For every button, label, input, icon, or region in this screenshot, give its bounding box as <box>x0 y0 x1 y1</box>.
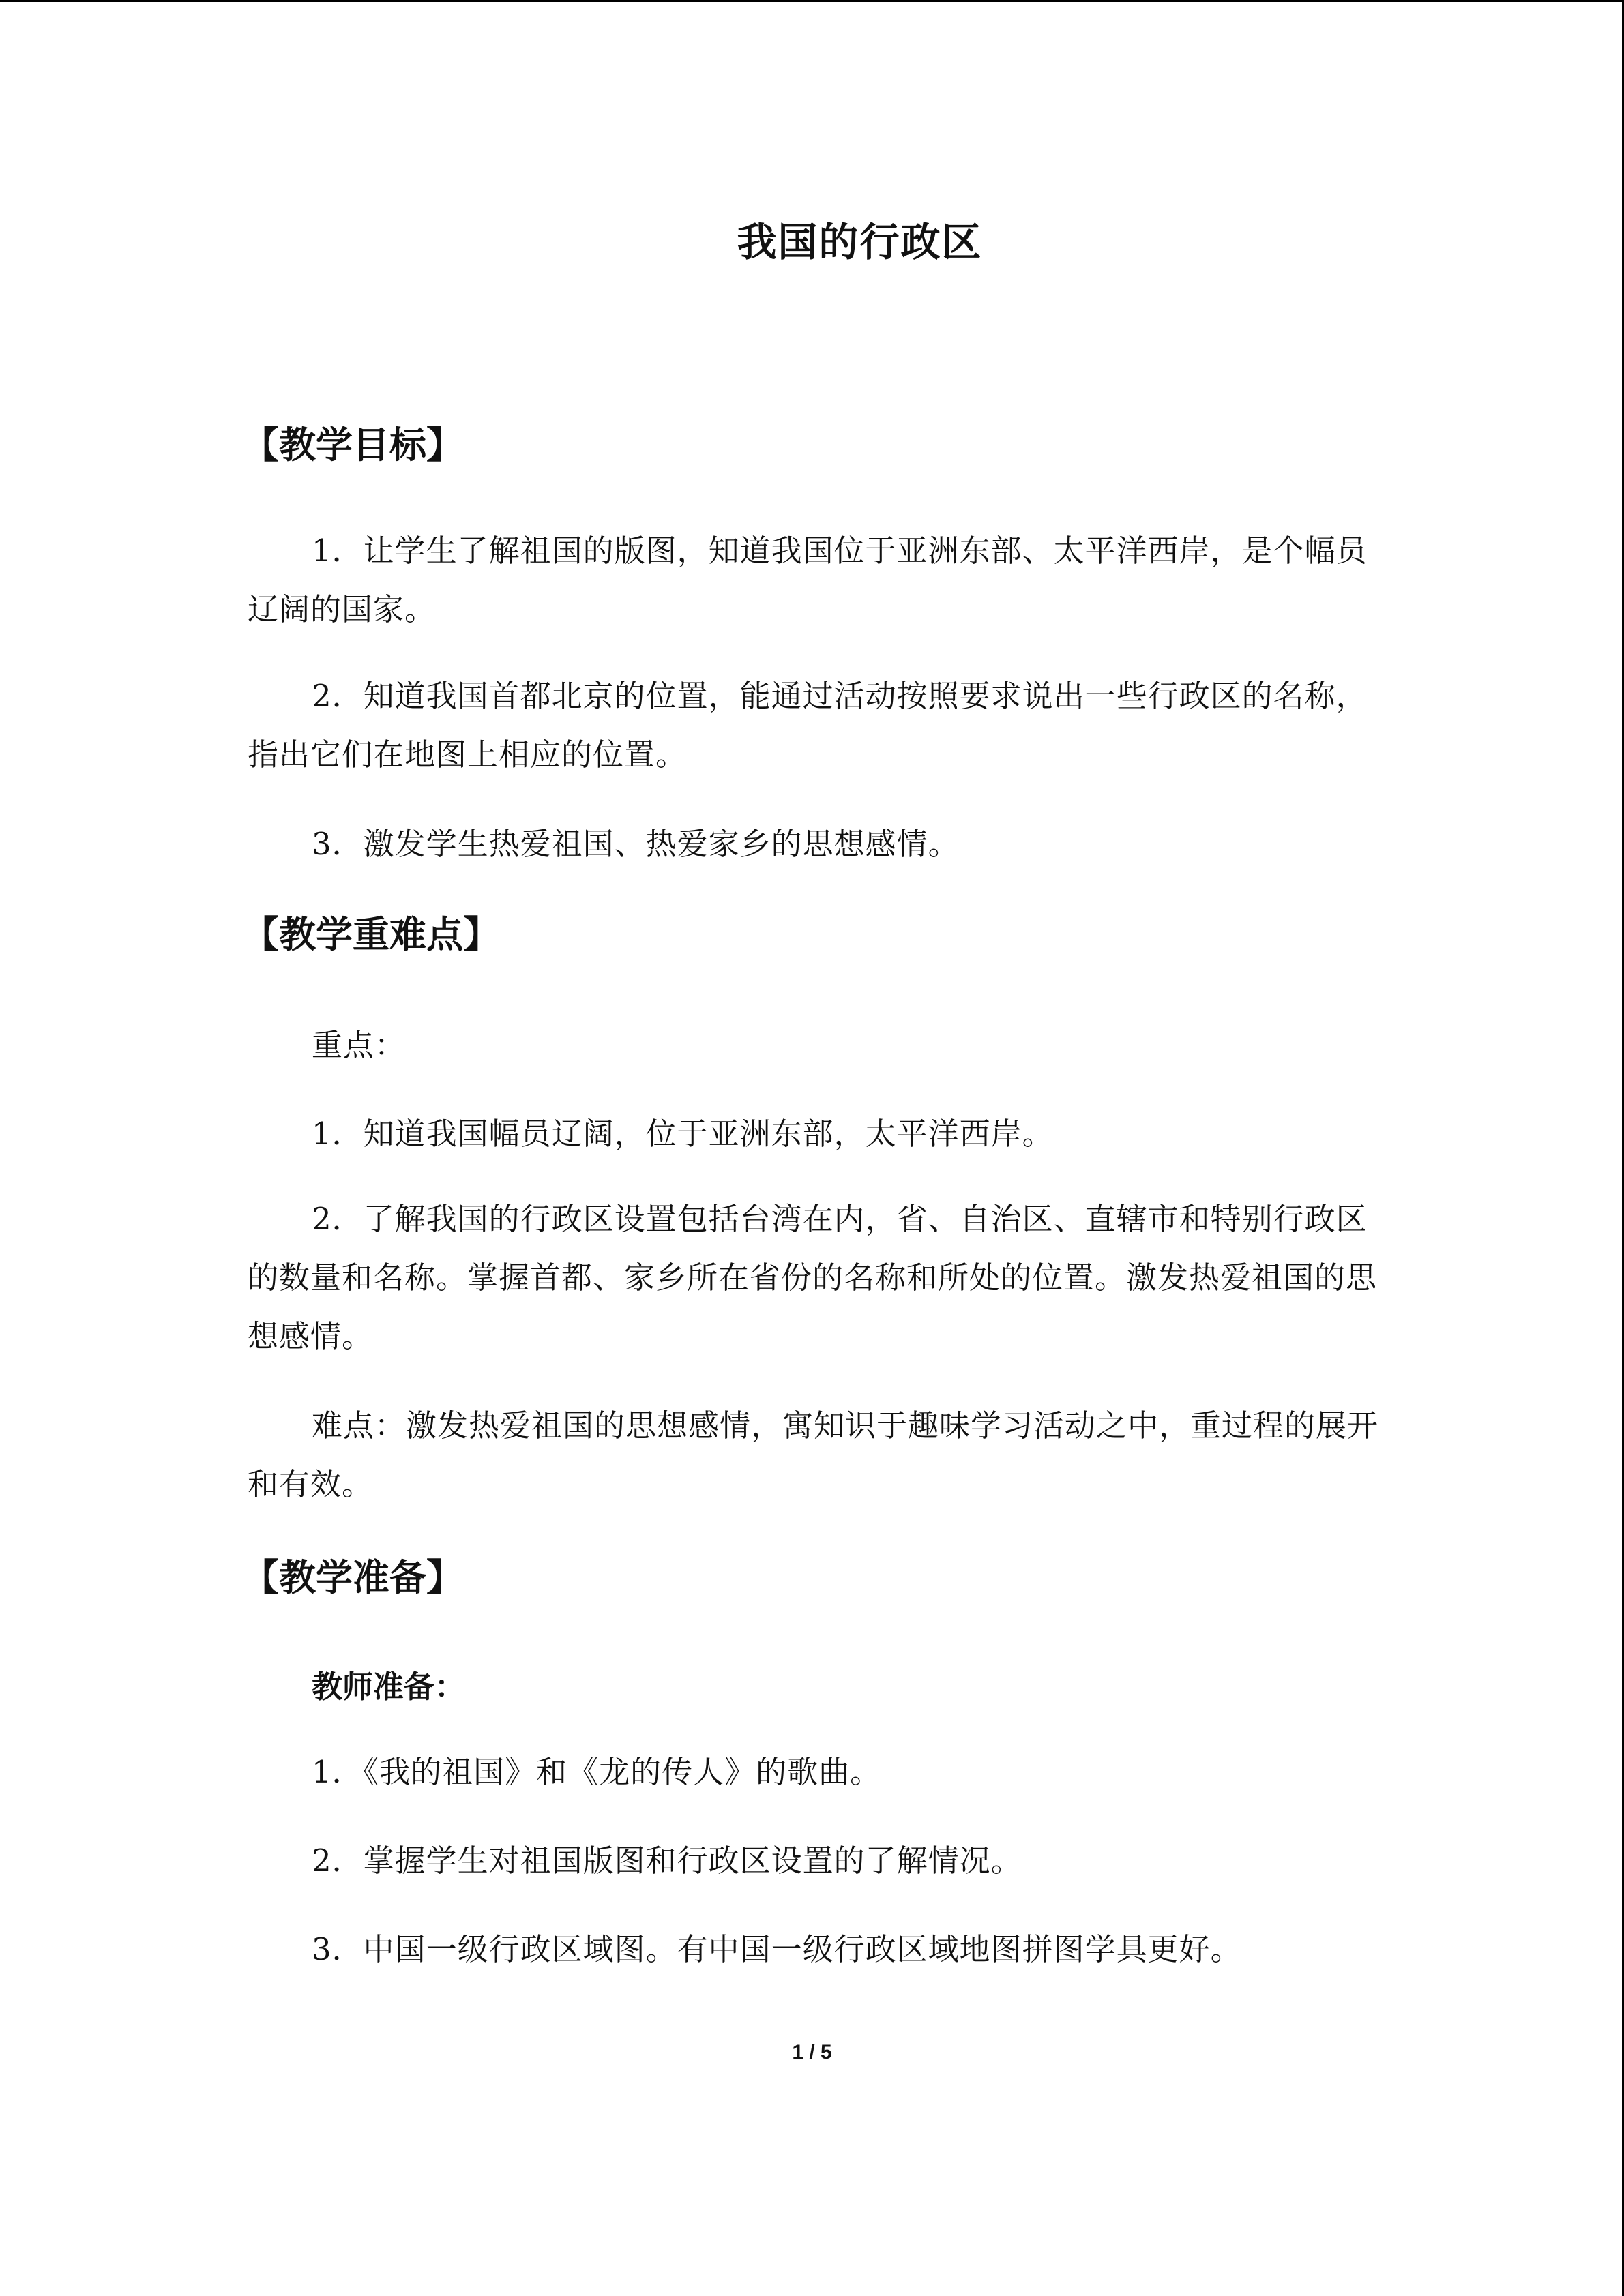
key-point-item-2: 2．了解我国的行政区设置包括台湾在内，省、自治区、直辖市和特别行政区的数量和名称。掌握首都、家乡所在省份的名称和所处的位置。激发热爱祖国的思想感情。 <box>248 1201 1378 1354</box>
goal-item-2: 2．知道我国首都北京的位置，能通过活动按照要求说出一些行政区的名称，指出它们在地图上相应的位置。 <box>248 678 1368 773</box>
prep-item-1: 1．《我的祖国》和《龙的传人》的歌曲。 <box>312 1754 882 1790</box>
prep-item-3: 3．中国一级行政区域图。有中国一级行政区域地图拼图学具更好。 <box>312 1931 1242 1967</box>
goal-item-3: 3．激发学生热爱祖国、热爱家乡的思想感情。 <box>312 826 960 862</box>
key-points-label: 重点： <box>312 1027 407 1063</box>
teacher-prep-subheading: 教师准备： <box>312 1669 466 1705</box>
section-heading-preparation: 【教学准备】 <box>242 1555 463 1599</box>
page-number: 1 / 5 <box>792 2041 832 2063</box>
prep-item-2: 2．掌握学生对祖国版图和行政区设置的了解情况。 <box>312 1843 1022 1879</box>
goal-item-1: 1．让学生了解祖国的版图，知道我国位于亚洲东部、太平洋西岸，是个幅员辽阔的国家。 <box>248 533 1368 627</box>
section-heading-goals: 【教学目标】 <box>242 423 463 466</box>
section-heading-key-points: 【教学重难点】 <box>242 912 500 956</box>
key-point-item-1: 1．知道我国幅员辽阔，位于亚洲东部，太平洋西岸。 <box>312 1116 1054 1152</box>
difficulty-text: 难点：激发热爱祖国的思想感情，寓知识于趣味学习活动之中，重过程的展开和有效。 <box>248 1407 1379 1502</box>
document-title: 我国的行政区 <box>737 219 983 265</box>
